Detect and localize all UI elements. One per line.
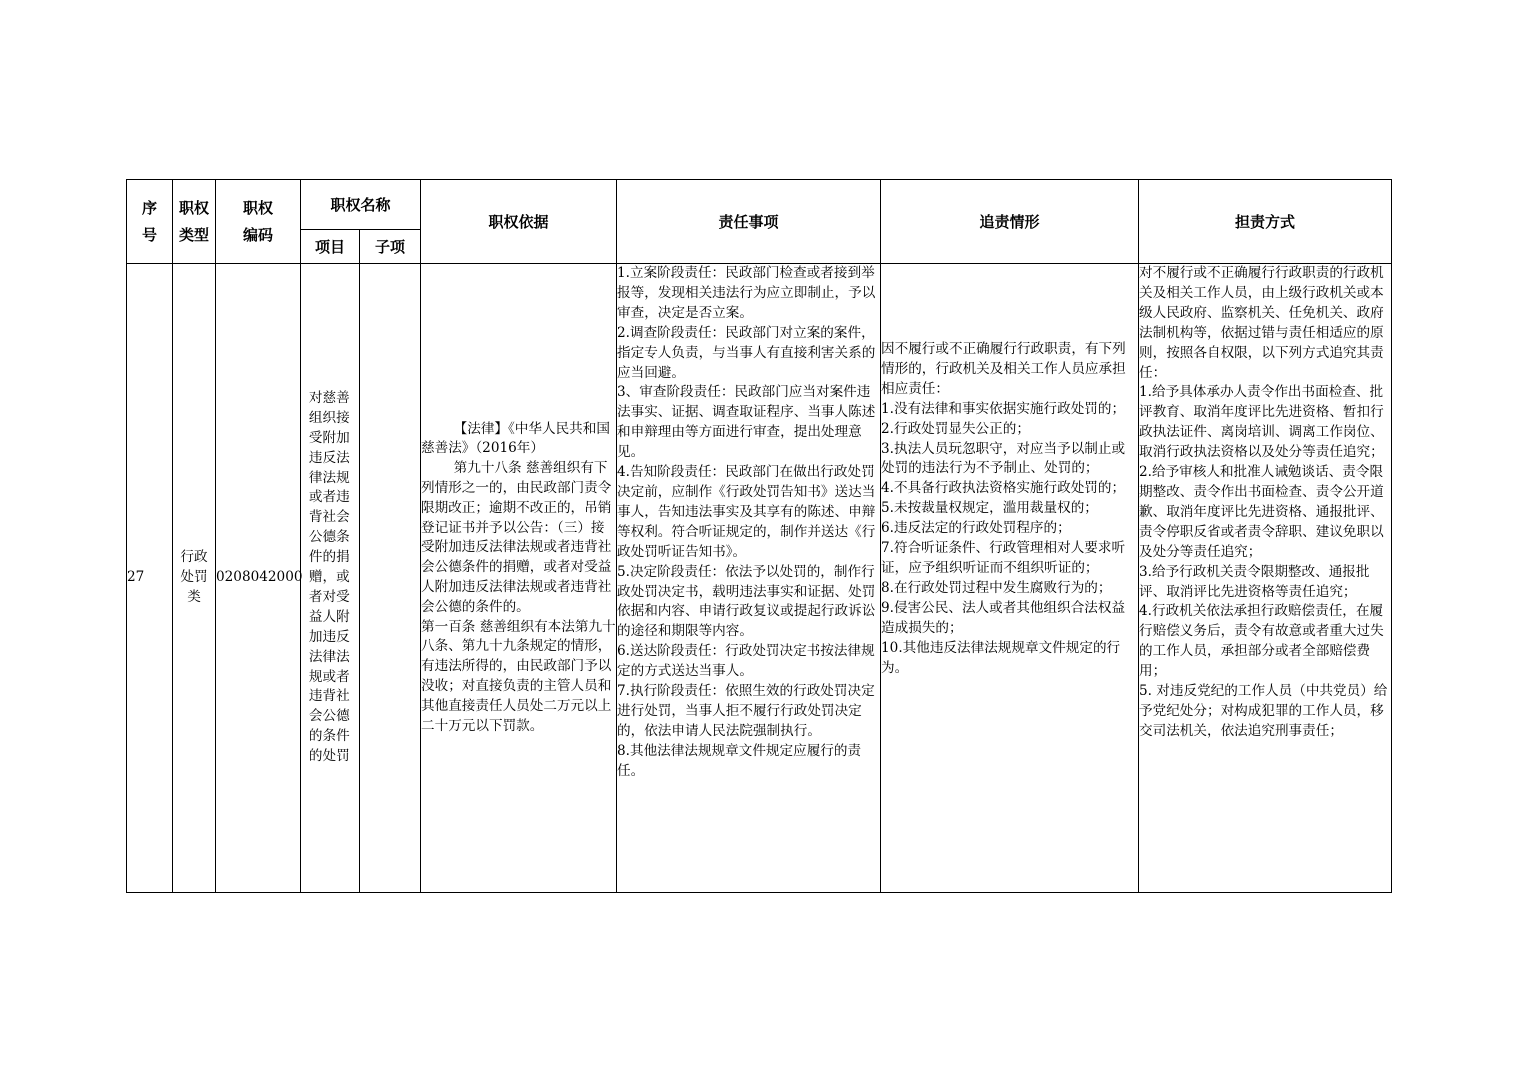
duty-item: 1.立案阶段责任：民政部门检查或者接到举报等，发现相关违法行为应立即制止，予以审查，决定是否立案。 (617, 265, 876, 321)
method-item: 5. 对违反党纪的工作人员（中共党员）给予党纪处分；对构成犯罪的工作人员，移交司法机关，依法追究刑事责任； (1139, 683, 1388, 739)
method-intro: 对不履行或不正确履行行政职责的行政机关及相关工作人员，由上级行政机关或本级人民政府、监察机关、任免机关、政府法制机构等，依据过错与责任相适应的原则，按照各自权限，以下列方式追究其责任： (1139, 265, 1384, 381)
method-item: 3.给予行政机关责令限期整改、通报批评、取消评比先进资格等责任追究； (1139, 563, 1370, 600)
header-type: 职权类型 (173, 180, 216, 264)
cell-code: 0208042000 (216, 264, 301, 893)
duty-item: 8.其他法律法规规章文件规定应履行的责任。 (617, 742, 862, 779)
accountability-item: 10.其他违反法律法规规章文件规定的行为。 (881, 639, 1121, 676)
accountability-item: 6.违反法定的行政处罚程序的； (881, 520, 1071, 537)
cell-accountability (881, 264, 1139, 893)
cell-basis (421, 264, 617, 893)
header-code: 职权编码 (216, 180, 301, 264)
cell-duty (617, 264, 881, 893)
cell-method (1139, 264, 1392, 893)
header-item: 项目 (301, 230, 360, 264)
header-method: 担责方式 (1139, 180, 1392, 264)
accountability-item: 5.未按裁量权规定，滥用裁量权的； (881, 500, 1098, 517)
method-item: 4.行政机关依法承担行政赔偿责任，在履行赔偿义务后，责令有故意或者重大过失的工作人员，承担部分或者全部赔偿费用； (1139, 603, 1384, 680)
accountability-item: 3.执法人员玩忽职守，对应当予以制止或处罚的违法行为不予制止、处罚的； (881, 440, 1126, 477)
header-name: 职权名称 (301, 180, 421, 230)
header-duty: 责任事项 (617, 180, 881, 264)
duty-item: 4.告知阶段责任：民政部门在做出行政处罚决定前，应制作《行政处罚告知书》送达当事人，告知违法事实及其享有的陈述、申辩等权利。符合听证规定的，制作并送达《行政处罚听证告知书》。 (617, 464, 876, 560)
duty-item: 5.决定阶段责任：依法予以处罚的，制作行政处罚决定书，载明违法事实和证据、处罚依据和内容、申请行政复议或提起行政诉讼的途径和期限等内容。 (617, 563, 876, 640)
duty-item: 3、审查阶段责任：民政部门应当对案件违法事实、证据、调查取证程序、当事人陈述和申辩理由等方面进行审查，提出处理意见。 (617, 384, 876, 461)
cell-seq: 27 (127, 264, 173, 893)
accountability-item: 2.行政处罚显失公正的； (881, 420, 1030, 437)
accountability-item: 4.不具备行政执法资格实施行政处罚的； (881, 480, 1126, 497)
header-basis: 职权依据 (421, 180, 617, 264)
cell-type: 行政处罚类 (173, 264, 216, 893)
cell-subitem (360, 264, 421, 893)
accountability-item: 8.在行政处罚过程中发生腐败行为的； (881, 579, 1112, 596)
basis-article-100: 第一百条 慈善组织有本法第九十八条、第九十九条规定的情形，有违法所得的，由民政部门予以没收；对直接负责的主管人员和其他直接责任人员处二万元以上二十万元以下罚款。 (421, 618, 616, 734)
cell-item: 对慈善组织接受附加违反法律法规或者违背社会公德条件的捐赠，或者对受益人附加违反法律法规或者违背社会公德的条件的处罚 (301, 264, 360, 893)
header-accountability: 追责情形 (881, 180, 1139, 264)
method-item: 2.给予审核人和批准人诫勉谈话、责令限期整改、责令作出书面检查、责令公开道歉、取消年度评比先进资格、通报批评、责令停职反省或者责令辞职、建议免职以及处分等责任追究； (1139, 464, 1384, 560)
accountability-item: 7.符合听证条件、行政管理相对人要求听证，应予组织听证而不组织听证的； (881, 540, 1126, 576)
responsibility-table (126, 179, 1392, 893)
duty-item: 2.调查阶段责任：民政部门对立案的案件，指定专人负责，与当事人有直接利害关系的应当回避。 (617, 324, 876, 381)
basis-article-98: 第九十八条 慈善组织有下列情形之一的，由民政部门责令限期改正；逾期不改正的，吊销登记证书并予以公告：（三）接受附加违反法律法规或者违背社会公德条件的捐赠，或者对受益人附加违反法律法规或者违背社会公德的条件的。 (421, 460, 612, 615)
basis-law-title: 【法律】《中华人民共和国慈善法》（2016年） (421, 420, 610, 457)
header-seq: 序号 (127, 180, 173, 264)
accountability-item: 9.侵害公民、法人或者其他组织合法权益造成损失的； (881, 599, 1126, 636)
method-item: 1.给予具体承办人责令作出书面检查、批评教育、取消年度评比先进资格、暂扣行政执法证件、离岗培训、调离工作岗位、取消行政执法资格以及处分等责任追究； (1139, 384, 1384, 461)
duty-item: 6.送达阶段责任：行政处罚决定书按法律规定的方式送达当事人。 (617, 643, 875, 680)
accountability-intro: 因不履行或不正确履行行政职责，有下列情形的，行政机关及相关工作人员应承担相应责任： (881, 341, 1126, 397)
header-subitem: 子项 (360, 230, 421, 264)
accountability-item: 1.没有法律和事实依据实施行政处罚的； (881, 400, 1126, 417)
duty-item: 7.执行阶段责任：依照生效的行政处罚决定进行处罚，当事人拒不履行行政处罚决定的，依法申请人民法院强制执行。 (617, 683, 875, 739)
